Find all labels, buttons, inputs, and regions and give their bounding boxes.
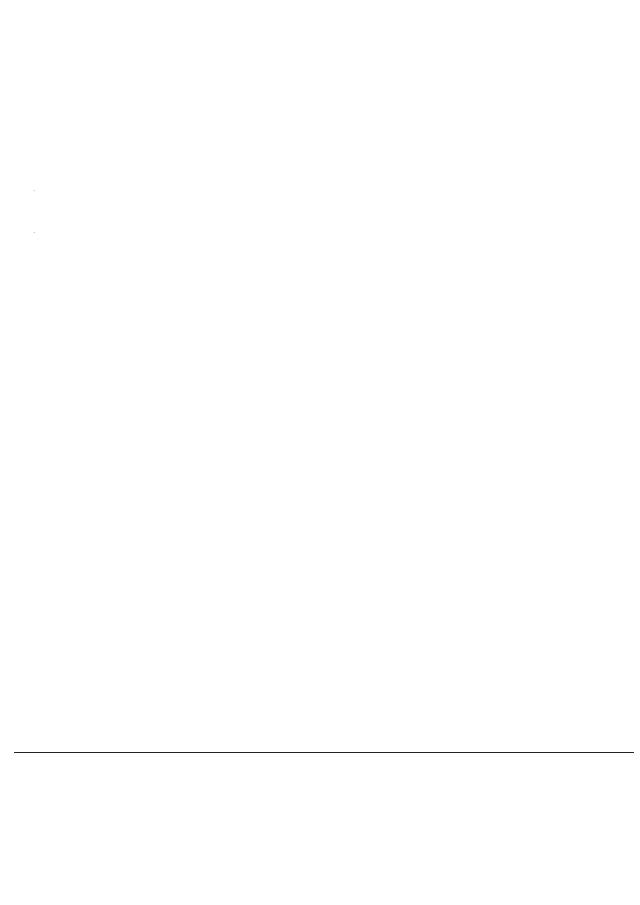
footer-divider-line [14,752,634,753]
scan-speck [34,190,35,191]
scan-speck [34,232,35,233]
